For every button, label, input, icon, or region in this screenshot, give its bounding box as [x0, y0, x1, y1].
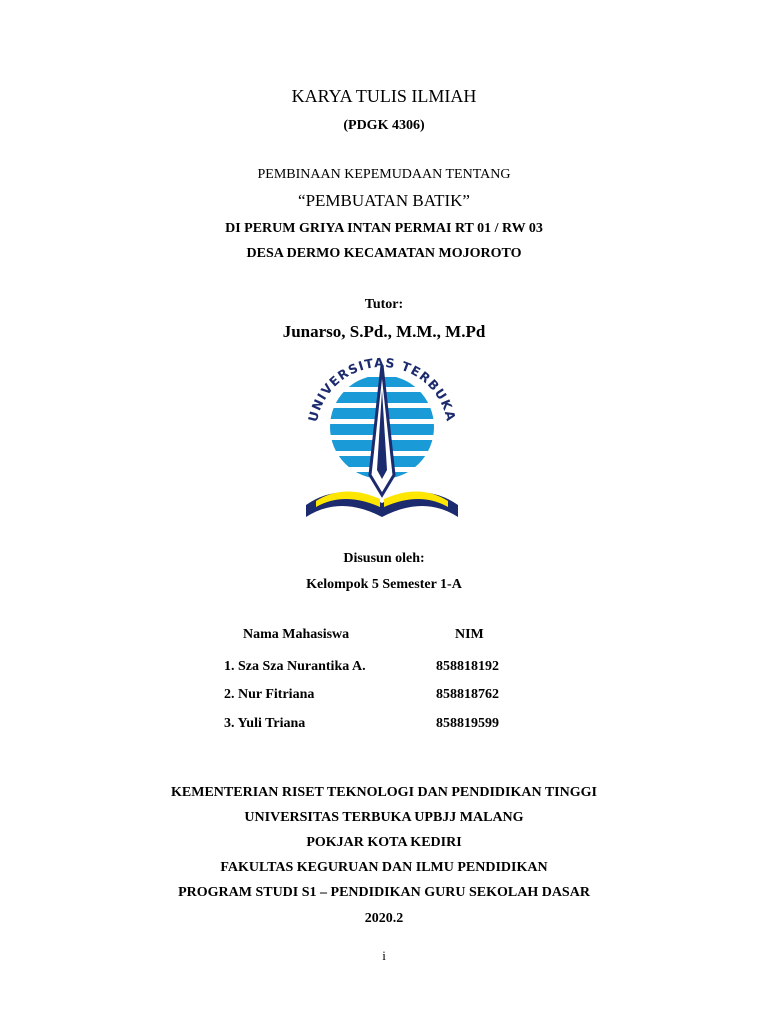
- student-nim: 858818192: [436, 659, 499, 674]
- university-logo: [300, 355, 464, 525]
- location-line-2: DESA DERMO KECAMATAN MOJOROTO: [246, 246, 522, 261]
- subtitle-line-2: “PEMBUATAN BATIK”: [298, 191, 470, 210]
- tutor-name: Junarso, S.Pd., M.M., M.Pd: [282, 322, 486, 341]
- tutor-label: Tutor:: [364, 297, 404, 312]
- header-nim: NIM: [455, 627, 484, 642]
- student-name: 1. Sza Sza Nurantika A.: [224, 659, 366, 674]
- study-program: PROGRAM STUDI S1 – PENDIDIKAN GURU SEKOLAH DASAR: [178, 885, 590, 900]
- group-name: Kelompok 5 Semester 1-A: [306, 577, 462, 592]
- logo-text: UNIVERSITAS TERBUKA: [304, 355, 460, 424]
- student-name: 3. Yuli Triana: [224, 716, 306, 731]
- header-student-name: Nama Mahasiswa: [243, 627, 350, 642]
- student-nim: 858819599: [436, 716, 499, 731]
- year: 2020.2: [364, 911, 404, 926]
- document-title: KARYA TULIS ILMIAH: [291, 86, 477, 106]
- page-number: i: [382, 948, 386, 963]
- faculty-name: FAKULTAS KEGURUAN DAN ILMU PENDIDIKAN: [220, 860, 548, 875]
- pokjar-name: POKJAR KOTA KEDIRI: [306, 835, 462, 850]
- ministry-name: KEMENTERIAN RISET TEKNOLOGI DAN PENDIDIKAN TINGGI: [171, 785, 597, 800]
- subtitle-line-1: PEMBINAAN KEPEMUDAAN TENTANG: [257, 167, 511, 182]
- course-code: (PDGK 4306): [343, 118, 425, 133]
- location-line-1: DI PERUM GRIYA INTAN PERMAI RT 01 / RW 03: [225, 221, 543, 236]
- university-name: UNIVERSITAS TERBUKA UPBJJ MALANG: [244, 810, 524, 825]
- student-nim: 858818762: [436, 687, 499, 702]
- student-name: 2. Nur Fitriana: [224, 687, 315, 702]
- compiled-by-label: Disusun oleh:: [343, 551, 425, 566]
